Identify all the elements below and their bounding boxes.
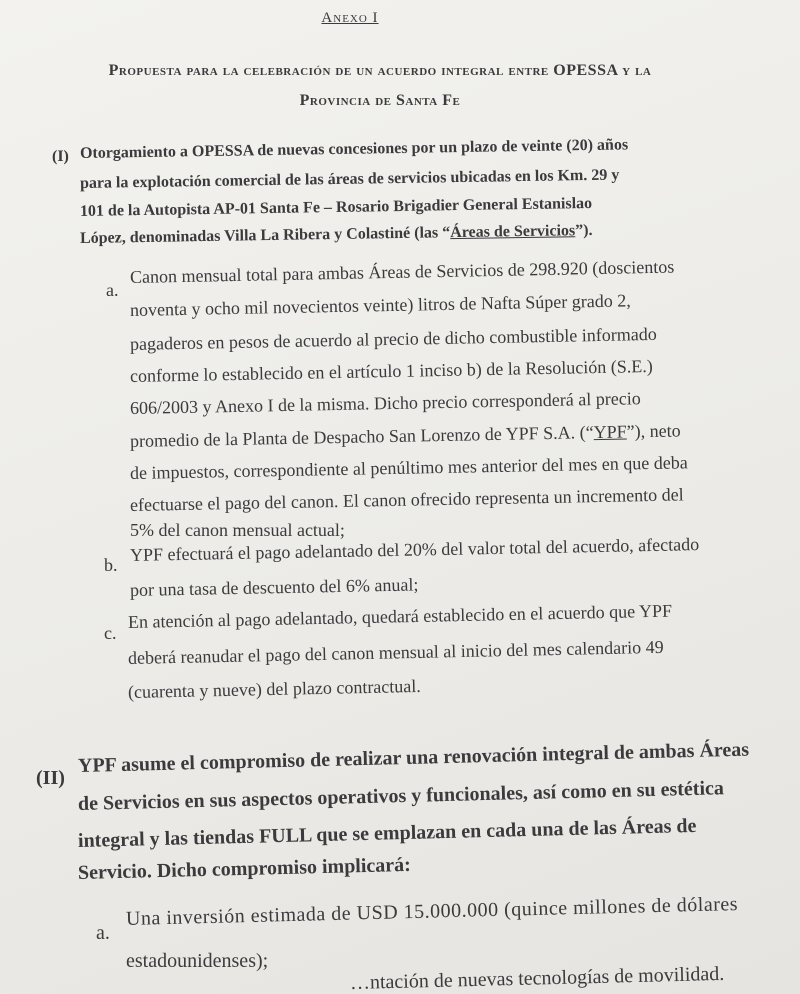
section-2-line: integral y las tiendas FULL que se emplazan en cada una de las Áreas de: [77, 814, 697, 852]
item-line: deberá reanudar el pago del canon mensual al inicio del mes calendario 49: [127, 636, 664, 668]
section-2-marker: (II): [36, 767, 65, 789]
item-marker: a.: [106, 280, 119, 300]
proposal-title-line-1: Propuesta para la celebración de un acuerdo integral entre OPESSA y la: [108, 62, 652, 79]
section-2-line: Servicio. Dicho compromiso implicará:: [77, 853, 412, 884]
item-line: 5% del canon mensual actual;: [130, 520, 345, 540]
item-marker: b.: [104, 555, 118, 575]
section-1-line-with-term: [80, 222, 593, 248]
annex-heading: Anexo I: [321, 10, 379, 26]
item-line: de impuestos, correspondiente al penúltimo mes anterior del mes en que deba: [129, 452, 688, 483]
item-line: Canon mensual total para ambas Áreas de Servicios de 298.920 (doscientos: [129, 256, 675, 287]
item-line-with-term: [130, 420, 681, 452]
proposal-title-line-2: Provincia de Santa Fe: [299, 92, 461, 109]
item-line: estadounidenses);: [126, 950, 269, 972]
section-1-marker: (I): [52, 148, 69, 165]
section-1-line: 101 de la Autopista AP-01 Santa Fe – Rosario Brigadier General Estanislao: [79, 194, 593, 220]
item-marker: a.: [96, 922, 110, 944]
item-line: En atención al pago adelantado, quedará establecido en el acuerdo que YPF: [127, 600, 673, 632]
item-line: noventa y ocho mil novecientos veinte) litros de Nafta Súper grado 2,: [129, 290, 631, 320]
item-marker: c.: [104, 623, 117, 643]
item-line-text: promedio de la Planta de Despacho San Lorenzo de YPF S.A. (“: [129, 422, 594, 451]
item-line: conforme lo establecido en el artículo 1 inciso b) de la Resolución (S.E.): [129, 355, 653, 386]
item-line: efectuarse el pago del canon. El canon ofrecido representa un incremento del: [129, 484, 684, 515]
defined-term-ypf: YPF: [593, 421, 627, 443]
section-1-line-close: ”).: [575, 221, 593, 240]
item-line: YPF efectuará el pago adelantado del 20% del valor total del acuerdo, afectado: [129, 534, 700, 565]
defined-term-areas: Áreas de Servicios: [450, 222, 576, 242]
item-line: 606/2003 y Anexo I de la misma. Dicho precio corresponderá al precio: [129, 388, 641, 418]
section-2-line: de Servicios en sus aspectos operativos y funcionales, así como en su estética: [77, 777, 725, 815]
section-1-line: para la explotación comercial de las áreas de servicios ubicadas en los Km. 29 y: [79, 166, 620, 192]
item-line: Una inversión estimada de USD 15.000.000 (quince millones de dólares: [125, 893, 739, 930]
section-1-line-text: López, denominadas Villa La Ribera y Colastiné (las “: [79, 224, 451, 247]
item-line-close: ”), neto: [626, 420, 681, 442]
item-line: por una tasa de descuento del 6% anual;: [129, 574, 419, 600]
section-2-line: YPF asume el compromiso de realizar una renovación integral de ambas Áreas: [77, 738, 750, 777]
item-line: pagaderos en pesos de acuerdo al precio de dicho combustible informado: [129, 323, 657, 354]
partial-cut-off-line: …ntación de nuevas tecnologías de movilidad.: [349, 962, 725, 994]
section-1-line: Otorgamiento a OPESSA de nuevas concesiones por un plazo de veinte (20) años: [79, 136, 629, 162]
item-line: (cuarenta y nueve) del plazo contractual.: [127, 675, 421, 702]
